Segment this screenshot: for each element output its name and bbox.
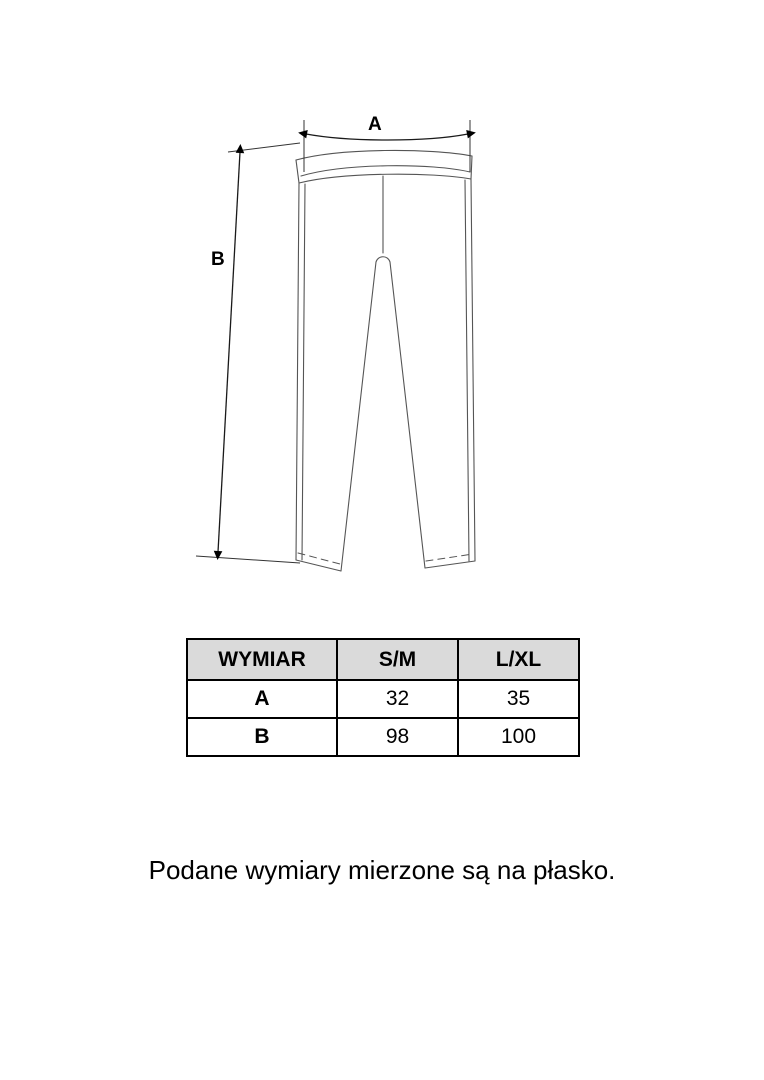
table-header-size-sm: S/M	[337, 639, 458, 680]
table-cell-a-sm: 32	[337, 680, 458, 718]
garment-outline	[296, 150, 475, 571]
measurement-footnote: Podane wymiary mierzone są na płasko.	[148, 855, 616, 885]
leg-right-cuff-bottom-edge	[425, 561, 475, 568]
leg-right-outer-seam	[471, 179, 475, 561]
table-header-size-lxl: L/XL	[458, 639, 579, 680]
leg-left-inner-seam	[341, 262, 376, 571]
dimension-a-arrow	[306, 134, 468, 140]
table-cell-dimension-a: A	[187, 680, 337, 718]
table-cell-b-sm: 98	[337, 718, 458, 756]
table-header-dimension: WYMIAR	[187, 639, 337, 680]
leg-left-outer-seam-stitch	[302, 184, 305, 560]
table-row	[187, 680, 579, 718]
table-cell-b-lxl: 100	[458, 718, 579, 756]
size-table	[186, 638, 580, 757]
leg-left-outer-seam	[296, 183, 299, 560]
table-row	[187, 718, 579, 756]
dimension-b-label: B	[211, 249, 225, 270]
dimension-a-annotation	[304, 120, 470, 172]
dimension-b-extension-bottom	[196, 556, 300, 563]
table-cell-dimension-b: B	[187, 718, 337, 756]
leg-right-cuff-hem-stitch	[426, 554, 473, 561]
dimension-b-annotation	[196, 143, 300, 563]
leg-left-cuff-bottom-edge	[296, 560, 341, 571]
table-cell-a-lxl: 35	[458, 680, 579, 718]
dimension-b-arrow	[218, 152, 240, 552]
leg-right-outer-seam-stitch	[465, 180, 469, 561]
waistband-left-edge	[296, 160, 299, 183]
waistband-right-edge	[471, 156, 472, 179]
crotch-point-curve	[376, 257, 390, 262]
waistband-bottom-edge	[299, 174, 471, 183]
leg-right-inner-seam	[390, 262, 425, 568]
table-header-row	[187, 639, 579, 680]
dimension-b-extension-top	[228, 143, 300, 152]
dimension-a-label: A	[368, 114, 382, 135]
waistband-top-edge	[296, 150, 472, 160]
